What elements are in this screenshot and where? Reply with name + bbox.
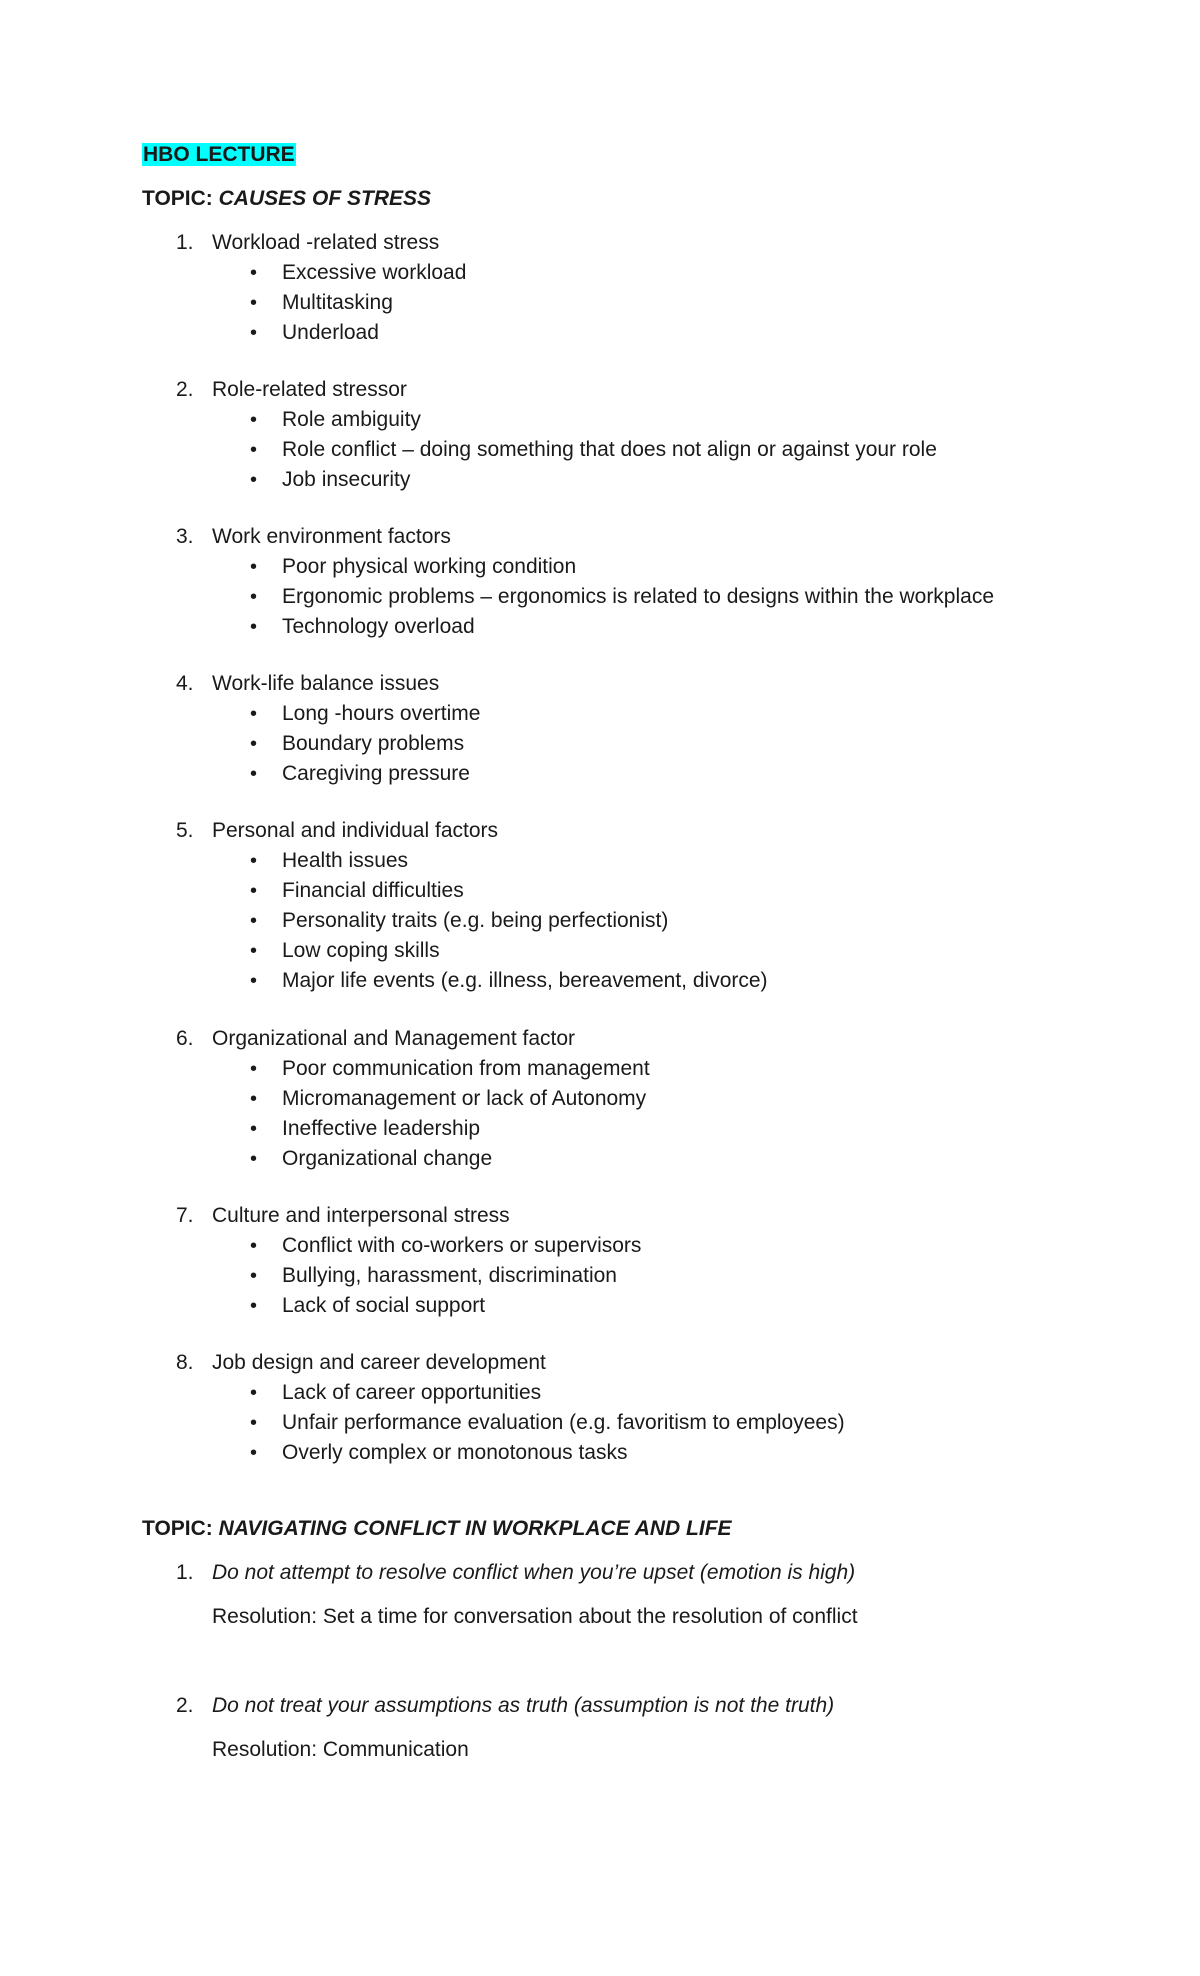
bullet-icon: •	[250, 910, 258, 932]
bullet-item: • Boundary problems	[0, 729, 1200, 759]
bullet-icon: •	[250, 703, 258, 725]
bullet-item: • Job insecurity	[0, 465, 1200, 495]
bullet-icon: •	[250, 940, 258, 962]
list-item	[0, 228, 1200, 258]
list-item	[0, 1348, 1200, 1378]
bullet-icon: •	[250, 1295, 258, 1317]
item-title: Workload -related stress	[212, 231, 440, 254]
bullet-item: • Ineffective leadership	[0, 1114, 1200, 1144]
item-number: 8.	[176, 1351, 194, 1374]
bullet-item: • Overly complex or monotonous tasks	[0, 1438, 1200, 1468]
bullet-item: • Long -hours overtime	[0, 699, 1200, 729]
topic2-prefix: TOPIC:	[142, 1517, 213, 1540]
bullet-icon: •	[250, 1235, 258, 1257]
item-number: 1.	[176, 1561, 194, 1584]
stress-cause-section	[0, 816, 1200, 996]
bullet-icon: •	[250, 970, 258, 992]
topic1-heading	[142, 186, 431, 212]
bullet-icon: •	[250, 1088, 258, 1110]
topic2-heading	[142, 1516, 732, 1542]
item-title: Organizational and Management factor	[212, 1027, 576, 1050]
conflict-section	[0, 1691, 1200, 1765]
stress-cause-section	[0, 228, 1200, 348]
bullet-icon: •	[250, 1382, 258, 1404]
list-item	[0, 522, 1200, 552]
resolution-text: Resolution: Communication	[212, 1738, 469, 1761]
lecture-header	[142, 142, 296, 168]
item-title: Do not treat your assumptions as truth (assumption is not the truth)	[212, 1694, 835, 1717]
bullet-item: • Caregiving pressure	[0, 759, 1200, 789]
bullet-item: • Micromanagement or lack of Autonomy	[0, 1084, 1200, 1114]
bullet-icon: •	[250, 586, 258, 608]
bullet-item: • Conflict with co-workers or supervisors	[0, 1231, 1200, 1261]
bullet-icon: •	[250, 556, 258, 578]
conflict-section	[0, 1558, 1200, 1632]
item-title: Culture and interpersonal stress	[212, 1204, 510, 1227]
bullet-item: • Poor physical working condition	[0, 552, 1200, 582]
stress-cause-section	[0, 1024, 1200, 1174]
bullet-icon: •	[250, 1442, 258, 1464]
bullet-item: • Major life events (e.g. illness, bereavement, divorce)	[0, 966, 1200, 996]
bullet-item: • Health issues	[0, 846, 1200, 876]
bullet-item: • Role ambiguity	[0, 405, 1200, 435]
item-title: Role-related stressor	[212, 378, 407, 401]
bullet-item: • Lack of social support	[0, 1291, 1200, 1321]
topic1-prefix: TOPIC:	[142, 187, 213, 210]
bullet-icon: •	[250, 439, 258, 461]
bullet-item: • Organizational change	[0, 1144, 1200, 1174]
bullet-item: • Ergonomic problems – ergonomics is related to designs within the workplace	[0, 582, 1200, 612]
bullet-icon: •	[250, 616, 258, 638]
bullet-item: • Unfair performance evaluation (e.g. favoritism to employees)	[0, 1408, 1200, 1438]
resolution-line	[0, 1602, 1200, 1632]
topic1-title: CAUSES OF STRESS	[218, 187, 432, 210]
bullet-item: • Role conflict – doing something that does not align or against your role	[0, 435, 1200, 465]
item-title: Job design and career development	[212, 1351, 546, 1374]
stress-cause-section	[0, 522, 1200, 642]
bullet-icon: •	[250, 763, 258, 785]
stress-cause-section	[0, 1201, 1200, 1321]
item-title: Work environment factors	[212, 525, 451, 548]
list-item	[0, 375, 1200, 405]
bullet-icon: •	[250, 880, 258, 902]
bullet-item: • Poor communication from management	[0, 1054, 1200, 1084]
bullet-item: • Personality traits (e.g. being perfectionist)	[0, 906, 1200, 936]
bullet-item: • Technology overload	[0, 612, 1200, 642]
item-number: 2.	[176, 378, 194, 401]
bullet-icon: •	[250, 733, 258, 755]
bullet-icon: •	[250, 322, 258, 344]
resolution-line	[0, 1735, 1200, 1765]
resolution-text: Resolution: Set a time for conversation about the resolution of conflict	[212, 1605, 858, 1628]
bullet-icon: •	[250, 292, 258, 314]
stress-cause-section	[0, 375, 1200, 495]
list-item	[0, 1024, 1200, 1054]
stress-cause-section	[0, 1348, 1200, 1468]
list-item	[0, 1691, 1200, 1721]
item-number: 7.	[176, 1204, 194, 1227]
bullet-icon: •	[250, 1412, 258, 1434]
topic2-title: NAVIGATING CONFLICT IN WORKPLACE AND LIFE	[218, 1517, 732, 1540]
list-item	[0, 1201, 1200, 1231]
item-number: 5.	[176, 819, 194, 842]
bullet-item: • Underload	[0, 318, 1200, 348]
stress-cause-section	[0, 669, 1200, 789]
item-title: Do not attempt to resolve conflict when you’re upset (emotion is high)	[212, 1561, 856, 1584]
bullet-icon: •	[250, 469, 258, 491]
bullet-icon: •	[250, 850, 258, 872]
list-item	[0, 669, 1200, 699]
bullet-icon: •	[250, 1058, 258, 1080]
bullet-item: • Multitasking	[0, 288, 1200, 318]
bullet-item: • Bullying, harassment, discrimination	[0, 1261, 1200, 1291]
list-item	[0, 816, 1200, 846]
bullet-icon: •	[250, 1148, 258, 1170]
bullet-icon: •	[250, 262, 258, 284]
item-number: 1.	[176, 231, 194, 254]
bullet-icon: •	[250, 409, 258, 431]
bullet-item: • Excessive workload	[0, 258, 1200, 288]
lecture-title: HBO LECTURE	[143, 143, 295, 166]
item-number: 4.	[176, 672, 194, 695]
bullet-item: • Low coping skills	[0, 936, 1200, 966]
item-title: Personal and individual factors	[212, 819, 499, 842]
item-title: Work-life balance issues	[212, 672, 440, 695]
item-number: 2.	[176, 1694, 194, 1717]
bullet-icon: •	[250, 1265, 258, 1287]
item-number: 6.	[176, 1027, 194, 1050]
bullet-item: • Lack of career opportunities	[0, 1378, 1200, 1408]
list-item	[0, 1558, 1200, 1588]
bullet-icon: •	[250, 1118, 258, 1140]
item-number: 3.	[176, 525, 194, 548]
bullet-item: • Financial difficulties	[0, 876, 1200, 906]
